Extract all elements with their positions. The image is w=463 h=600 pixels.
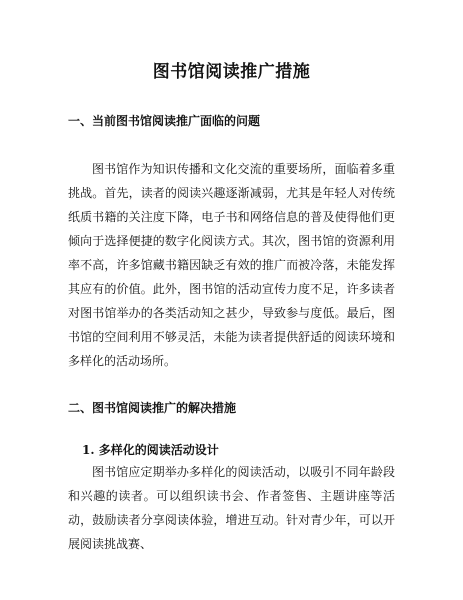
section-heading-solutions: 二、图书馆阅读推广的解决措施 bbox=[68, 401, 237, 415]
section-paragraph-problems: 图书馆作为知识传播和文化交流的重要场所，面临着多重挑战。首先，读者的阅读兴趣逐渐减弱，尤其是年轻人对传统纸质书籍的关注度下降，电子书和网络信息的普及使得他们更倾向于选择便捷的数字化阅读方式。其次，图书馆的资源利用率不高，许多馆藏书籍因缺乏有效的推广而被冷落，未能发挥其应有的价值。此外，图书馆的活动宣传力度不足，许多读者对图书馆举办的各类活动知之甚少，导致参与度低。最后，图书馆的空间利用不够灵活，未能为读者提供舒适的阅读环境和多样化的活动场所。 bbox=[68, 162, 395, 368]
section-paragraph-solutions: 图书馆应定期举办多样化的阅读活动，以吸引不同年龄段和兴趣的读者。可以组织读书会、作者签售、主题讲座等活动，鼓励读者分享阅读体验，增进互动。针对青少年，可以开展阅读挑战赛、 bbox=[68, 465, 395, 551]
subheading-diverse-activities: 1. 多样化的阅读活动设计 bbox=[82, 443, 219, 457]
document-title: 图书馆阅读推广措施 bbox=[152, 62, 311, 82]
section-heading-problems: 一、当前图书馆阅读推广面临的问题 bbox=[68, 114, 261, 128]
